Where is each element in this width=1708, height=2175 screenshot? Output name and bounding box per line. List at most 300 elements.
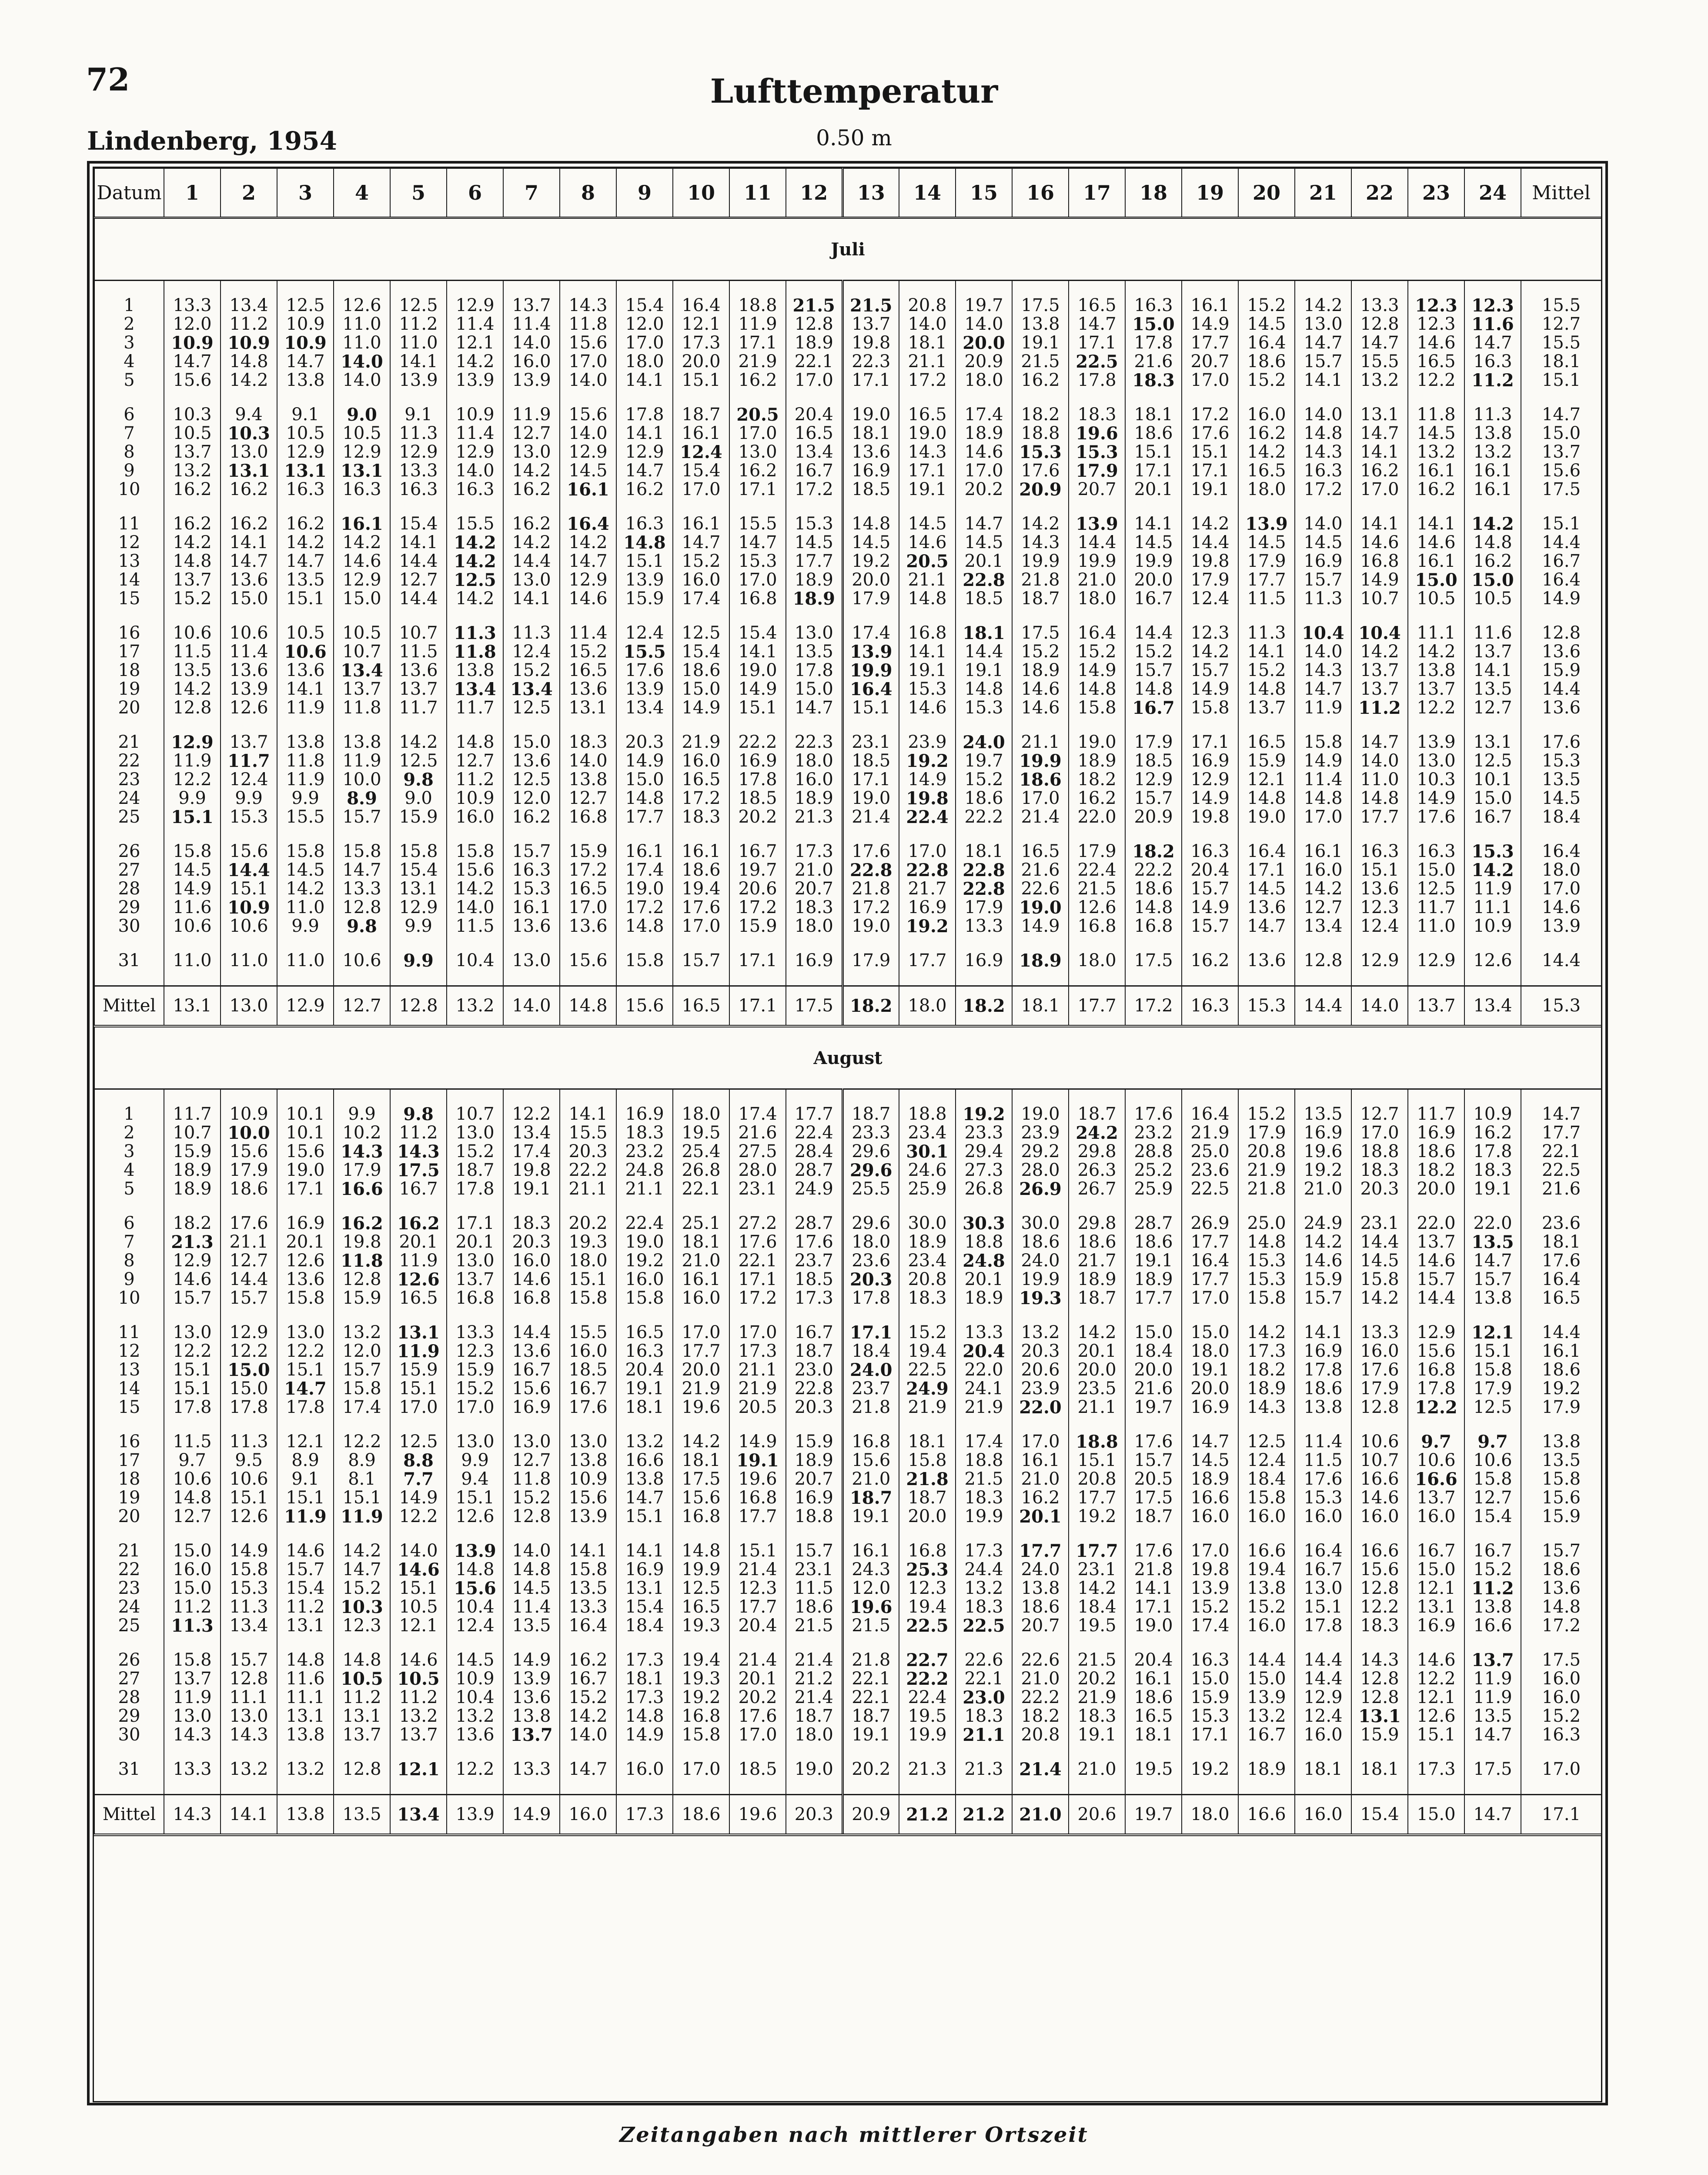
daily-mean-cell: 13.6	[1521, 699, 1601, 717]
temperature-cell: 10.5	[390, 1598, 447, 1616]
spacer-cell	[673, 1526, 729, 1542]
temperature-cell: 18.4	[1069, 1598, 1125, 1616]
temperature-cell: 12.5	[277, 296, 334, 315]
temperature-cell: 15.4	[277, 1579, 334, 1598]
temperature-cell: 17.8	[1464, 1142, 1521, 1161]
temperature-cell: 9.8	[334, 917, 390, 936]
temperature-cell: 18.9	[786, 1451, 842, 1470]
temperature-cell: 22.1	[842, 1670, 899, 1688]
temperature-cell: 17.5	[1012, 296, 1069, 315]
day-label: 28	[94, 1688, 164, 1707]
day-label: 17	[94, 642, 164, 661]
temperature-cell: 15.4	[1464, 1507, 1521, 1526]
spacer-cell	[1125, 826, 1182, 842]
temperature-cell: 10.4	[447, 1598, 503, 1616]
spacer-cell	[503, 1744, 560, 1760]
spacer-cell	[1182, 717, 1238, 733]
temperature-cell: 10.1	[1464, 770, 1521, 789]
temperature-cell: 18.9	[786, 589, 842, 608]
temperature-cell: 14.2	[1238, 443, 1295, 462]
temperature-cell: 14.8	[1238, 680, 1295, 699]
spacer-cell	[899, 499, 956, 515]
temperature-cell: 15.0	[1182, 1323, 1238, 1342]
temperature-cell: 17.0	[560, 898, 616, 917]
temperature-cell: 13.6	[503, 1688, 560, 1707]
temperature-cell: 13.0	[503, 571, 560, 589]
temperature-cell: 11.2	[390, 1688, 447, 1707]
spacer-cell	[1069, 1744, 1125, 1760]
temperature-cell: 17.3	[616, 1688, 673, 1707]
temperature-cell: 22.7	[899, 1651, 956, 1670]
spacer-cell	[842, 826, 899, 842]
temperature-cell: 11.0	[390, 334, 447, 352]
temperature-cell: 15.8	[1464, 1361, 1521, 1379]
temperature-cell: 21.0	[673, 1251, 729, 1270]
temperature-cell: 14.3	[1295, 443, 1351, 462]
temperature-cell: 18.4	[616, 1616, 673, 1635]
temperature-cell: 17.7	[1182, 334, 1238, 352]
temperature-cell: 14.2	[277, 533, 334, 552]
header-hour: 19	[1182, 168, 1238, 218]
temperature-cell: 17.8	[786, 661, 842, 680]
header-hour: 14	[899, 168, 956, 218]
temperature-cell: 21.1	[1069, 1398, 1125, 1417]
temperature-cell: 10.7	[334, 642, 390, 661]
temperature-cell: 13.7	[1408, 1489, 1464, 1507]
spacer-cell	[1182, 826, 1238, 842]
day-label: 20	[94, 1507, 164, 1526]
spacer-cell	[729, 1526, 786, 1542]
temperature-cell: 18.9	[1012, 661, 1069, 680]
temperature-cell: 19.9	[956, 1507, 1012, 1526]
temperature-cell: 15.6	[560, 405, 616, 424]
daily-mean-cell: 15.8	[1521, 1470, 1601, 1489]
temperature-cell: 12.8	[1351, 1688, 1408, 1707]
temperature-cell: 15.2	[1238, 296, 1295, 315]
temperature-cell: 17.6	[673, 898, 729, 917]
spacer-cell	[729, 826, 786, 842]
temperature-cell: 13.1	[277, 1707, 334, 1726]
spacer-cell	[447, 826, 503, 842]
temperature-cell: 13.8	[1408, 661, 1464, 680]
spacer-cell	[899, 936, 956, 951]
daily-mean-cell: 18.6	[1521, 1361, 1601, 1379]
spacer-row	[94, 1308, 1601, 1323]
temperature-cell: 14.0	[390, 1542, 447, 1560]
spacer-cell	[1408, 717, 1464, 733]
temperature-cell: 16.3	[616, 515, 673, 533]
temperature-cell: 14.2	[334, 1542, 390, 1560]
temperature-cell: 21.5	[842, 1616, 899, 1635]
spacer-cell	[390, 826, 447, 842]
monthly-mean-cell: 15.0	[1408, 1795, 1464, 1835]
temperature-cell: 10.9	[1464, 1105, 1521, 1124]
temperature-cell: 14.7	[1295, 334, 1351, 352]
temperature-cell: 10.4	[1351, 624, 1408, 642]
temperature-cell: 15.9	[1182, 1688, 1238, 1707]
day-label: 2	[94, 315, 164, 334]
daily-mean-cell: 17.7	[1521, 1124, 1601, 1142]
temperature-cell: 15.1	[277, 1361, 334, 1379]
temperature-cell: 15.4	[616, 1598, 673, 1616]
temperature-cell: 14.5	[1182, 1451, 1238, 1470]
temperature-cell: 14.0	[334, 352, 390, 371]
day-label: 27	[94, 1670, 164, 1688]
temperature-cell: 16.9	[1182, 752, 1238, 770]
temperature-cell: 14.6	[503, 1270, 560, 1289]
temperature-cell: 12.6	[221, 699, 277, 717]
temperature-cell: 11.0	[334, 315, 390, 334]
temperature-cell: 15.1	[842, 699, 899, 717]
temperature-cell: 16.3	[1464, 352, 1521, 371]
spacer-cell	[616, 390, 673, 405]
temperature-cell: 20.0	[899, 1507, 956, 1526]
monthly-mean-cell: 21.2	[956, 1795, 1012, 1835]
temperature-cell: 17.2	[1295, 480, 1351, 499]
temperature-cell: 18.1	[673, 1451, 729, 1470]
temperature-cell: 9.9	[221, 789, 277, 808]
spacer-cell	[786, 826, 842, 842]
temperature-cell: 13.4	[447, 680, 503, 699]
spacer-cell	[1238, 499, 1295, 515]
temperature-cell: 14.0	[1295, 405, 1351, 424]
daily-mean-cell: 15.5	[1521, 296, 1601, 315]
temperature-cell: 12.0	[842, 1579, 899, 1598]
temperature-cell: 11.8	[503, 1470, 560, 1489]
daily-mean-cell: 13.5	[1521, 1451, 1601, 1470]
temperature-cell: 16.9	[1182, 1398, 1238, 1417]
spacer-cell	[164, 717, 221, 733]
temperature-cell: 19.1	[956, 661, 1012, 680]
temperature-cell: 16.2	[221, 515, 277, 533]
spacer-cell	[334, 717, 390, 733]
temperature-cell: 14.2	[277, 880, 334, 898]
temperature-cell: 15.1	[1069, 1451, 1125, 1470]
temperature-cell: 11.3	[1295, 589, 1351, 608]
day-label: 6	[94, 405, 164, 424]
temperature-cell: 14.1	[616, 424, 673, 443]
temperature-cell: 13.3	[560, 1598, 616, 1616]
temperature-cell: 12.9	[616, 443, 673, 462]
day-label: 4	[94, 352, 164, 371]
temperature-cell: 16.5	[560, 661, 616, 680]
temperature-cell: 19.1	[1182, 1361, 1238, 1379]
spacer-cell	[1182, 1635, 1238, 1651]
daily-mean-cell: 16.5	[1521, 1289, 1601, 1308]
temperature-cell: 18.0	[956, 371, 1012, 390]
temperature-cell: 14.5	[503, 1579, 560, 1598]
spacer-cell	[390, 1308, 447, 1323]
spacer-cell	[447, 1308, 503, 1323]
temperature-cell: 14.8	[673, 1542, 729, 1560]
temperature-cell: 18.7	[447, 1161, 503, 1180]
temperature-cell: 20.1	[956, 1270, 1012, 1289]
temperature-cell: 30.3	[956, 1214, 1012, 1233]
temperature-cell: 14.7	[616, 1489, 673, 1507]
day-label: 12	[94, 533, 164, 552]
temperature-cell: 20.1	[1069, 1342, 1125, 1361]
spacer-cell	[1295, 1526, 1351, 1542]
temperature-cell: 17.9	[1464, 1379, 1521, 1398]
temperature-cell: 14.2	[1351, 642, 1408, 661]
spacer-cell	[1012, 826, 1069, 842]
temperature-cell: 21.5	[1069, 1651, 1125, 1670]
temperature-cell: 14.8	[447, 733, 503, 752]
temperature-cell: 19.0	[842, 405, 899, 424]
temperature-cell: 15.0	[1464, 571, 1521, 589]
temperature-cell: 15.8	[277, 842, 334, 861]
temperature-cell: 20.0	[1125, 571, 1182, 589]
spacer-cell	[1069, 1779, 1125, 1795]
spacer-cell	[1069, 499, 1125, 515]
temperature-cell: 12.3	[1351, 898, 1408, 917]
temperature-cell: 21.9	[729, 1379, 786, 1398]
temperature-cell: 14.8	[1238, 1233, 1295, 1251]
daily-mean-cell: 17.5	[1521, 480, 1601, 499]
spacer-cell	[1295, 1308, 1351, 1323]
temperature-cell: 16.0	[503, 352, 560, 371]
temperature-cell: 22.6	[1012, 880, 1069, 898]
spacer-cell	[221, 717, 277, 733]
temperature-cell: 13.1	[221, 462, 277, 480]
temperature-cell: 18.2	[1012, 1707, 1069, 1726]
temperature-cell: 20.9	[1125, 808, 1182, 826]
temperature-cell: 17.6	[1182, 424, 1238, 443]
temperature-cell: 14.9	[1069, 661, 1125, 680]
temperature-cell: 15.1	[277, 589, 334, 608]
temperature-cell: 14.7	[1464, 1251, 1521, 1270]
temperature-cell: 29.8	[1069, 1214, 1125, 1233]
temperature-cell: 17.0	[616, 334, 673, 352]
temperature-cell: 18.6	[1125, 1688, 1182, 1707]
temperature-cell: 15.7	[1125, 1451, 1182, 1470]
temperature-cell: 14.9	[1182, 898, 1238, 917]
temperature-cell: 17.2	[673, 789, 729, 808]
temperature-cell: 15.0	[1238, 1670, 1295, 1688]
temperature-cell: 29.6	[842, 1214, 899, 1233]
temperature-cell: 17.8	[1295, 1361, 1351, 1379]
temperature-cell: 15.1	[729, 1542, 786, 1560]
temperature-cell: 18.5	[842, 752, 899, 770]
day-label: 5	[94, 371, 164, 390]
temperature-cell: 15.1	[164, 1379, 221, 1398]
temperature-cell: 14.9	[616, 752, 673, 770]
temperature-cell: 15.9	[164, 1142, 221, 1161]
daily-mean-cell: 15.7	[1521, 1542, 1601, 1560]
day-label: 13	[94, 1361, 164, 1379]
spacer-cell	[1464, 390, 1521, 405]
day-label: 21	[94, 733, 164, 752]
temperature-cell: 15.1	[390, 1379, 447, 1398]
temperature-cell: 15.0	[503, 733, 560, 752]
temperature-cell: 14.7	[277, 1379, 334, 1398]
temperature-cell: 19.6	[673, 1398, 729, 1417]
day-label: 25	[94, 808, 164, 826]
temperature-cell: 15.0	[334, 589, 390, 608]
temperature-cell: 14.8	[1125, 680, 1182, 699]
temperature-cell: 16.6	[1351, 1470, 1408, 1489]
monthly-mean-cell: 14.0	[1351, 986, 1408, 1027]
spacer-cell	[334, 970, 390, 986]
temperature-cell: 13.1	[1351, 405, 1408, 424]
temperature-cell: 22.0	[956, 1361, 1012, 1379]
temperature-cell: 17.0	[1012, 789, 1069, 808]
day-label: 31	[94, 951, 164, 970]
temperature-cell: 16.9	[842, 462, 899, 480]
spacer-cell	[1069, 608, 1125, 624]
temperature-cell: 10.9	[560, 1470, 616, 1489]
temperature-cell: 22.1	[786, 352, 842, 371]
temperature-cell: 19.1	[899, 661, 956, 680]
temperature-cell: 14.0	[503, 1542, 560, 1560]
temperature-cell: 13.1	[390, 880, 447, 898]
temperature-cell: 19.0	[729, 661, 786, 680]
daily-mean-cell: 19.2	[1521, 1379, 1601, 1398]
spacer-cell	[221, 1526, 277, 1542]
spacer-cell	[1182, 1744, 1238, 1760]
table-row	[94, 1214, 1601, 1233]
temperature-cell: 10.5	[277, 624, 334, 642]
temperature-cell: 17.1	[447, 1214, 503, 1233]
temperature-cell: 21.3	[164, 1233, 221, 1251]
temperature-cell: 13.9	[503, 1670, 560, 1688]
temperature-cell: 14.3	[1351, 1651, 1408, 1670]
temperature-cell: 12.9	[334, 571, 390, 589]
temperature-cell: 16.9	[1408, 1124, 1464, 1142]
page-number: 72	[86, 61, 130, 98]
spacer-cell	[1182, 936, 1238, 951]
temperature-cell: 14.5	[447, 1651, 503, 1670]
temperature-cell: 15.4	[390, 515, 447, 533]
temperature-cell: 15.1	[221, 880, 277, 898]
header-hour: 15	[956, 168, 1012, 218]
temperature-cell: 13.6	[277, 1270, 334, 1289]
monthly-mean-cell: 15.3	[1521, 986, 1601, 1027]
spacer-row	[94, 1526, 1601, 1542]
header-hour: 17	[1069, 168, 1125, 218]
spacer-cell	[1012, 1089, 1069, 1105]
section-title-row	[94, 218, 1601, 281]
table-row	[94, 296, 1601, 315]
spacer-cell	[164, 608, 221, 624]
temperature-table	[94, 167, 1602, 1836]
temperature-cell: 13.7	[334, 680, 390, 699]
temperature-cell: 14.1	[1238, 642, 1295, 661]
temperature-cell: 14.4	[1182, 533, 1238, 552]
temperature-cell: 19.8	[503, 1161, 560, 1180]
temperature-cell: 12.8	[1351, 1398, 1408, 1417]
temperature-cell: 12.8	[1351, 1670, 1408, 1688]
temperature-cell: 8.9	[334, 1451, 390, 1470]
daily-mean-cell: 18.4	[1521, 808, 1601, 826]
temperature-cell: 25.4	[673, 1142, 729, 1161]
table-row	[94, 661, 1601, 680]
spacer-cell	[899, 390, 956, 405]
day-label: 10	[94, 1289, 164, 1308]
temperature-cell: 12.5	[673, 624, 729, 642]
temperature-cell: 14.8	[842, 515, 899, 533]
spacer-cell	[390, 281, 447, 297]
temperature-cell: 12.9	[447, 443, 503, 462]
spacer-cell	[616, 1308, 673, 1323]
temperature-cell: 17.7	[899, 951, 956, 970]
temperature-cell: 22.5	[956, 1616, 1012, 1635]
temperature-cell: 16.5	[1069, 296, 1125, 315]
temperature-cell: 16.2	[164, 480, 221, 499]
temperature-cell: 12.1	[390, 1616, 447, 1635]
temperature-cell: 19.8	[334, 1233, 390, 1251]
spacer-cell	[673, 1779, 729, 1795]
spacer-cell	[899, 1526, 956, 1542]
temperature-cell: 13.0	[221, 443, 277, 462]
table-row	[94, 1688, 1601, 1707]
spacer-cell	[1238, 281, 1295, 297]
temperature-cell: 15.8	[560, 1560, 616, 1579]
table-row	[94, 424, 1601, 443]
table-row	[94, 1289, 1601, 1308]
temperature-cell: 16.5	[899, 405, 956, 424]
spacer-cell	[1238, 1744, 1295, 1760]
daily-mean-cell: 22.1	[1521, 1142, 1601, 1161]
table-row	[94, 1233, 1601, 1251]
temperature-cell: 20.4	[786, 405, 842, 424]
temperature-cell: 16.1	[673, 842, 729, 861]
daily-mean-cell: 16.4	[1521, 1270, 1601, 1289]
temperature-cell: 13.6	[503, 1342, 560, 1361]
temperature-cell: 19.2	[899, 752, 956, 770]
temperature-cell: 11.9	[164, 1688, 221, 1707]
temperature-cell: 15.9	[560, 842, 616, 861]
temperature-cell: 18.1	[1125, 405, 1182, 424]
temperature-cell: 19.2	[899, 917, 956, 936]
spacer-cell	[786, 1526, 842, 1542]
spacer-cell	[1125, 608, 1182, 624]
temperature-cell: 15.1	[164, 1361, 221, 1379]
temperature-cell: 12.6	[447, 1507, 503, 1526]
spacer-cell	[1408, 1308, 1464, 1323]
temperature-cell: 14.3	[1238, 1398, 1295, 1417]
temperature-cell: 25.9	[1125, 1180, 1182, 1198]
temperature-cell: 16.8	[1351, 552, 1408, 571]
temperature-cell: 18.6	[1069, 1233, 1125, 1251]
spacer-cell	[94, 281, 164, 297]
temperature-cell: 15.7	[786, 1542, 842, 1560]
temperature-cell: 14.3	[899, 443, 956, 462]
table-row	[94, 1616, 1601, 1635]
temperature-cell: 23.3	[956, 1124, 1012, 1142]
temperature-cell: 12.0	[616, 315, 673, 334]
temperature-cell: 14.2	[390, 733, 447, 752]
temperature-cell: 14.5	[1295, 533, 1351, 552]
temperature-cell: 16.7	[729, 842, 786, 861]
table-row	[94, 1342, 1601, 1361]
temperature-cell: 16.2	[1069, 789, 1125, 808]
temperature-cell: 13.6	[390, 661, 447, 680]
spacer-cell	[334, 499, 390, 515]
temperature-cell: 16.8	[1069, 917, 1125, 936]
spacer-cell	[390, 1417, 447, 1432]
temperature-cell: 17.0	[1351, 1124, 1408, 1142]
temperature-cell: 21.8	[842, 1651, 899, 1670]
day-label: 1	[94, 1105, 164, 1124]
temperature-cell: 12.3	[447, 1342, 503, 1361]
temperature-cell: 21.9	[1182, 1124, 1238, 1142]
temperature-cell: 19.8	[1182, 1560, 1238, 1579]
spacer-cell	[956, 717, 1012, 733]
temperature-cell: 16.2	[503, 480, 560, 499]
temperature-cell: 13.9	[1182, 1579, 1238, 1598]
temperature-cell: 14.7	[956, 515, 1012, 533]
